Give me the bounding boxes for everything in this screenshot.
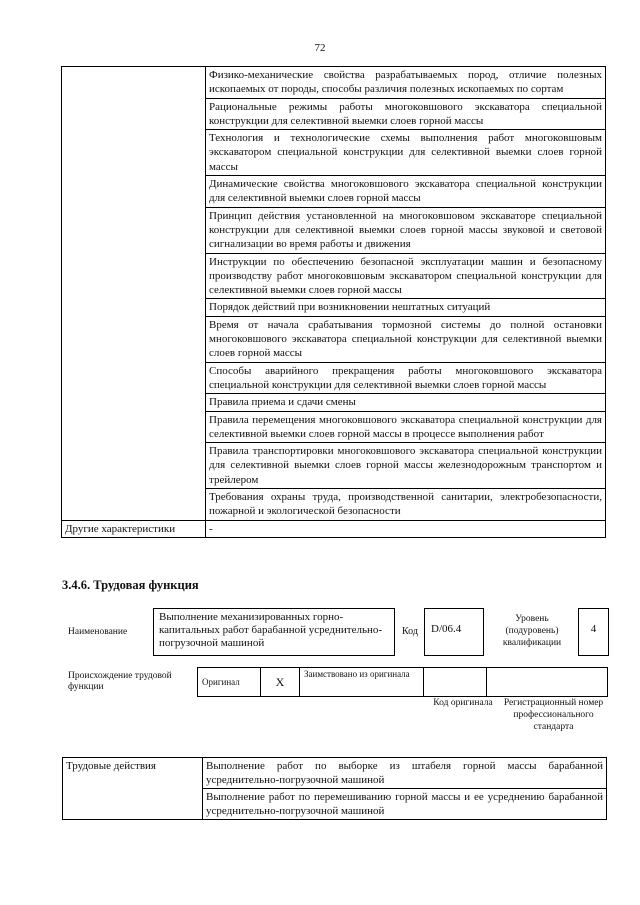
knowledge-item: Порядок действий при возникновении нештатных ситуаций — [206, 299, 606, 316]
section-heading: 3.4.6. Трудовая функция — [62, 578, 199, 592]
knowledge-item: Рациональные режимы работы многоковшового экскаватора специальной конструкции для селективной выемки слоев горной массы — [206, 98, 606, 130]
original-label: Оригинал — [198, 668, 261, 697]
labor-action-item: Выполнение работ по перемешиванию горной массы и ее усреднению барабанной усреднительно-погрузочной машиной — [203, 789, 607, 820]
table-row — [63, 758, 607, 789]
origin-label: Происхождение трудовой функции — [68, 671, 172, 692]
knowledge-item: Способы аварийного прекращения работы многоковшового экскаватора специальной конструкции для селективной выемки слоев горной массы — [206, 362, 606, 394]
function-name-box: Выполнение механизированных горно-капитальных работ барабанной усреднительно-погрузочной машиной — [153, 608, 395, 656]
name-label: Наименование — [68, 627, 128, 637]
other-characteristics-label: Другие характеристики — [62, 520, 206, 537]
knowledge-item: Инструкции по обеспечению безопасной эксплуатации машин и безопасному производству работ многоковшовым экскаватором специальной конструкции для селективной выемки слоев горной массы — [206, 253, 606, 299]
knowledge-item: Технология и технологические схемы выполнения работ многоковшовым экскаватором специальной конструкции для селективной выемки слоев горной массы — [206, 130, 606, 176]
knowledge-item: Правила транспортировки многоковшового экскаватора специальной конструкции для селективной выемки слоев горной массы железнодорожным транспортом и трейлером — [206, 443, 606, 489]
knowledge-item: Физико-механические свойства разрабатываемых пород, отличие полезных ископаемых от породы, способы различия полезных ископаемых по сортам — [206, 67, 606, 99]
borrowed-label: Заимствовано из оригинала — [300, 668, 424, 697]
origin-table — [197, 667, 608, 697]
knowledge-item: Принцип действия установленной на многоковшовом экскаваторе специальной конструкции для селективной выемки слоев горной массы звуковой и световой сигнализации во время работы и движения — [206, 207, 606, 253]
page-number: 72 — [314, 42, 326, 54]
knowledge-item: Правила перемещения многоковшового экскаватора специальной конструкции для селективной выемки слоев горной массы в процессе выполнения работ — [206, 411, 606, 443]
knowledge-item: Динамические свойства многоковшового экскаватора специальной конструкции для селективной выемки слоев горной массы — [206, 176, 606, 208]
knowledge-table — [61, 66, 606, 538]
function-code-box: D/06.4 — [424, 608, 484, 656]
registration-number-cell — [487, 668, 608, 697]
original-mark: X — [261, 668, 300, 697]
original-code-caption: Код оригинала — [433, 698, 493, 708]
level-label: Уровень (подуровень) квалификации — [502, 614, 562, 648]
knowledge-item: Время от начала срабатывания тормозной системы до полной остановки многоковшового экскаватора специальной конструкции для селективной выемки слоев горной массы — [206, 316, 606, 362]
labor-actions-label: Трудовые действия — [63, 758, 203, 820]
code-label: Код — [402, 626, 418, 637]
table-row — [62, 520, 606, 537]
knowledge-item: Требования охраны труда, производственной санитарии, электробезопасности, пожарной и экологической безопасности — [206, 489, 606, 521]
knowledge-label-cell — [62, 67, 206, 521]
labor-action-item: Выполнение работ по выборке из штабеля горной массы барабанной усреднительно-погрузочной машиной — [203, 758, 607, 789]
other-characteristics-value: - — [206, 520, 606, 537]
registration-number-caption: Регистрационный номер профессионального стандарта — [503, 698, 604, 732]
table-row — [62, 67, 606, 99]
table-row — [198, 668, 608, 697]
qualification-level-box: 4 — [578, 608, 609, 656]
labor-actions-table — [62, 757, 607, 820]
knowledge-item: Правила приема и сдачи смены — [206, 394, 606, 411]
original-code-cell — [424, 668, 487, 697]
